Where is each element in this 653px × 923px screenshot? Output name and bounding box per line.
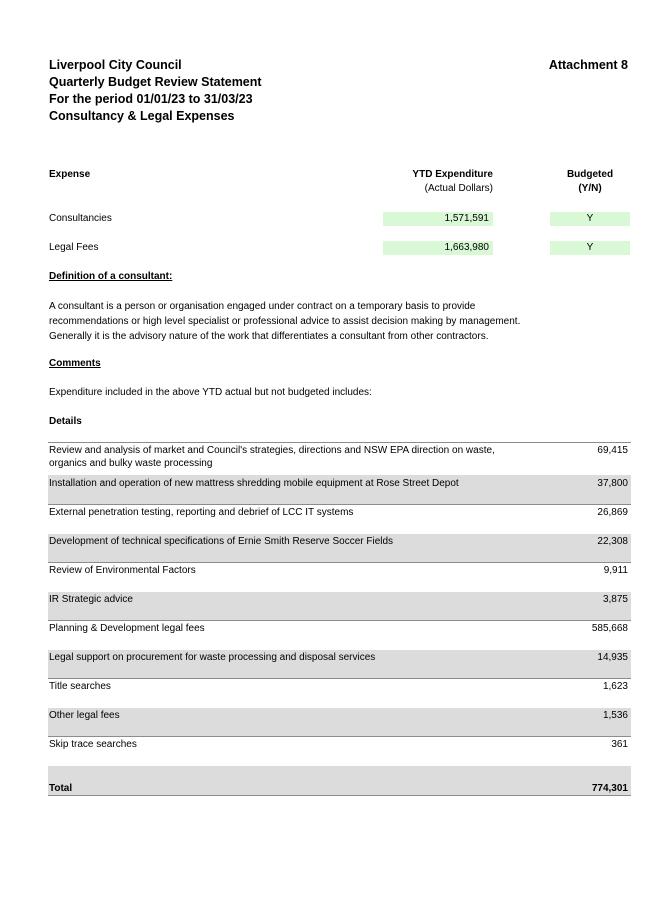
row-description-line: Review and analysis of market and Council's strategies, directions and NSW EPA direction on waste, [49, 445, 495, 456]
table-row [48, 443, 631, 475]
table-row [48, 592, 631, 620]
table-row [48, 679, 631, 708]
row-amount: 37,800 [597, 478, 628, 489]
col-header-budgeted-sub: (Y/N) [578, 183, 602, 194]
total-label: Total [49, 783, 73, 794]
period: For the period 01/01/23 to 31/03/23 [49, 92, 253, 106]
summary-row-budgeted: Y [550, 212, 630, 226]
summary-row-ytd: 1,663,980 [383, 241, 493, 255]
row-description: Development of technical specifications of Ernie Smith Reserve Soccer Fields [49, 536, 394, 547]
col-header-budgeted [550, 168, 630, 196]
col-header-ytd [383, 168, 493, 196]
definition-line: A consultant is a person or organisation engaged under contract on a temporary basis to provide [49, 301, 476, 312]
definition-title: Definition of a consultant: [49, 271, 173, 282]
row-amount: 26,869 [597, 507, 628, 518]
row-amount: 69,415 [597, 445, 628, 456]
header-title-block [49, 57, 262, 125]
table-row [48, 505, 631, 534]
summary-row-label: Consultancies [49, 213, 112, 224]
details-title: Details [49, 416, 82, 427]
row-amount: 22,308 [597, 536, 628, 547]
row-description-line: organics and bulky waste processing [49, 458, 213, 469]
definition-text [49, 299, 520, 344]
row-description: Review of Environmental Factors [49, 565, 196, 576]
row-amount: 585,668 [591, 623, 628, 634]
col-header-ytd-sub: (Actual Dollars) [424, 183, 493, 194]
col-header-expense: Expense [49, 169, 91, 180]
row-amount: 1,623 [602, 681, 628, 692]
table-row [48, 621, 631, 650]
row-divider [48, 795, 631, 796]
row-amount: 9,911 [603, 565, 628, 576]
row-amount: 3,875 [602, 594, 628, 605]
total-amount: 774,301 [591, 783, 628, 794]
table-row [48, 534, 631, 562]
row-description: Other legal fees [49, 710, 120, 721]
row-description: Planning & Development legal fees [49, 623, 205, 634]
table-row [48, 563, 631, 592]
col-header-ytd-label: YTD Expenditure [412, 169, 493, 180]
definition-line: recommendations or high level specialist or professional advice to assist decision making by management. [49, 316, 521, 327]
row-description [49, 444, 539, 470]
row-description: Installation and operation of new mattress shredding mobile equipment at Rose Street Depot [49, 478, 459, 489]
attachment-label: Attachment 8 [548, 58, 628, 72]
row-description: Skip trace searches [49, 739, 137, 750]
section-title: Consultancy & Legal Expenses [49, 109, 235, 123]
definition-line: Generally it is the advisory nature of the work that differentiates a consultant from other contractors. [49, 331, 489, 342]
statement-title: Quarterly Budget Review Statement [49, 75, 262, 89]
row-amount: 1,536 [602, 710, 628, 721]
council-name: Liverpool City Council [49, 58, 182, 72]
row-description: Legal support on procurement for waste processing and disposal services [49, 652, 376, 663]
row-amount: 14,935 [597, 652, 628, 663]
table-row [48, 708, 631, 736]
summary-row-budgeted: Y [550, 241, 630, 255]
table-row [48, 475, 631, 504]
table-row [48, 737, 631, 766]
col-header-budgeted-label: Budgeted [566, 169, 614, 180]
row-description: IR Strategic advice [49, 594, 133, 605]
comments-text: Expenditure included in the above YTD actual but not budgeted includes: [49, 387, 372, 398]
table-row [48, 650, 631, 678]
total-row [48, 766, 631, 795]
row-description: Title searches [49, 681, 111, 692]
row-description: External penetration testing, reporting and debrief of LCC IT systems [49, 507, 354, 518]
comments-title: Comments [49, 358, 101, 369]
row-amount: 361 [611, 739, 628, 750]
summary-row-label: Legal Fees [49, 242, 99, 253]
summary-row-ytd: 1,571,591 [383, 212, 493, 226]
